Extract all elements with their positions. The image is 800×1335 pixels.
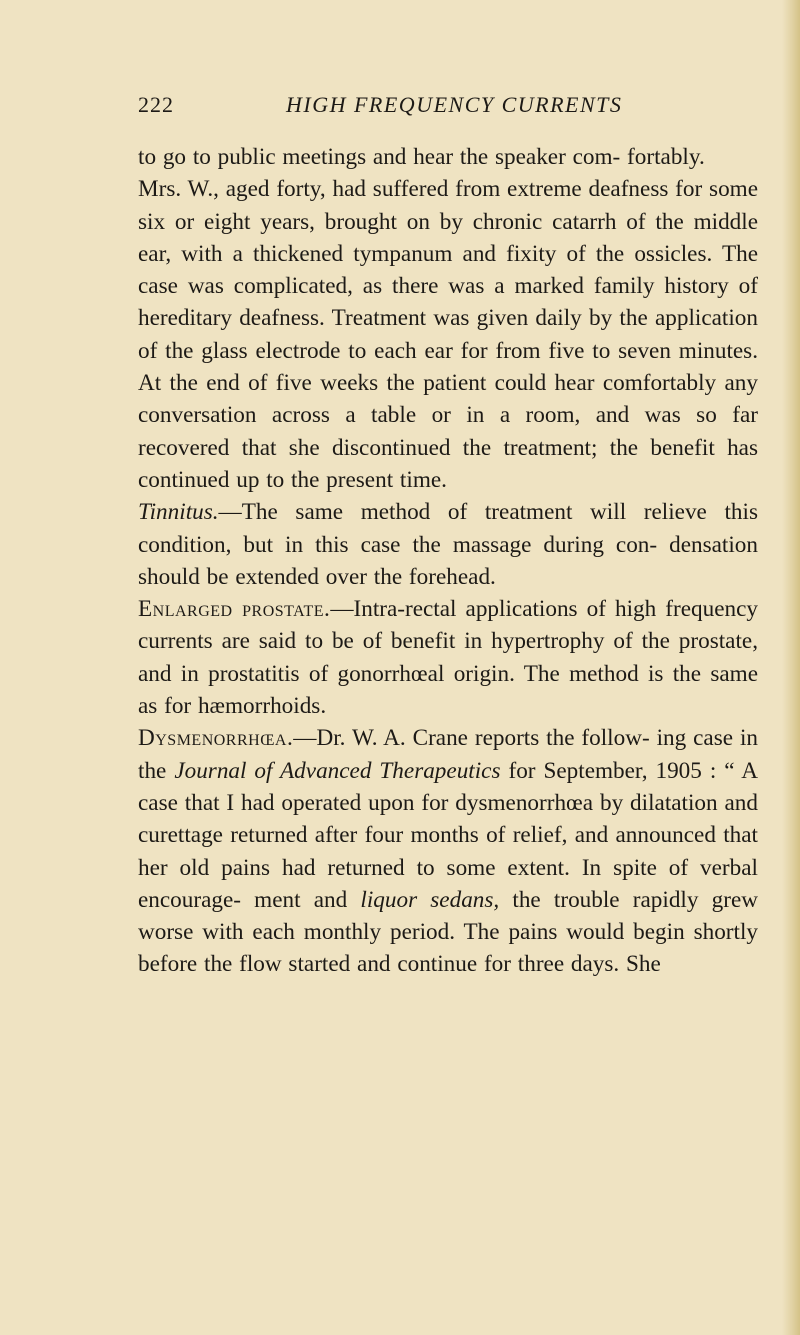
tinnitus-text: —The same method of treatment will relieve this condition, but in this case the massage during con- densation should be extended over the forehead.: [138, 499, 758, 590]
page-number: 222: [138, 92, 174, 117]
running-title: HIGH FREQUENCY CURRENTS: [286, 92, 623, 117]
dysmenorrhoea-text-c: the trouble rapidly grew worse with each monthly period. The pains would begin shortly before the flow started and continue for three days. She: [138, 886, 758, 978]
liquor-sedans-term: liquor sedans,: [360, 886, 500, 913]
paragraph-tinnitus: [138, 496, 758, 593]
paragraph-case-mrs-w: Mrs. W., aged forty, had suffered from extreme deafness for some six or eight years, brought on by chronic catarrh of the middle ear, with a thickened tympanum and fixity of the ossicles. The case was complicated, as there was a marked family history of hereditary deafness. Treatment was given daily by the application of the glass electrode to each ear for from five to seven minutes. At the end of five weeks the patient could hear comfortably any conversation across a table or in a room, and was so far recovered that she discontinued the treatment; the benefit has continued up to the present time.: [138, 176, 758, 493]
heading-tinnitus: Tinnitus.: [138, 499, 219, 526]
page-header: [138, 92, 758, 122]
body-text: [138, 141, 758, 981]
heading-enlarged-prostate: Enlarged prostate.: [138, 596, 331, 623]
journal-title: Journal of Advanced Therapeutics: [174, 757, 501, 784]
dysmenorrhoea-text-b: for September, 1905 : “ A case that I had operated upon for dysmenorrhœa by dilatation and curettage returned after four months of relief, and announced that her old pains had returned to some extent. In spite of verbal encourage- ment and: [138, 757, 759, 913]
page-edge-shading: [782, 0, 800, 1335]
paragraph-dysmenorrhoea: [138, 722, 758, 980]
paragraph-continuation: to go to public meetings and hear the speaker com- fortably.: [138, 144, 705, 170]
paragraph-enlarged-prostate: [138, 593, 758, 722]
enlarged-prostate-text: —Intra-rectal applications of high frequency currents are said to be of benefit in hypertrophy of the prostate, and in prostatitis of gonorrhœal origin. The method is the same as for hæmorrhoids.: [138, 596, 758, 720]
heading-dysmenorrhoea: Dysmenorrhœa.: [138, 725, 294, 752]
dysmenorrhoea-text-a: —Dr. W. A. Crane reports the follow- ing case in the: [138, 725, 758, 784]
